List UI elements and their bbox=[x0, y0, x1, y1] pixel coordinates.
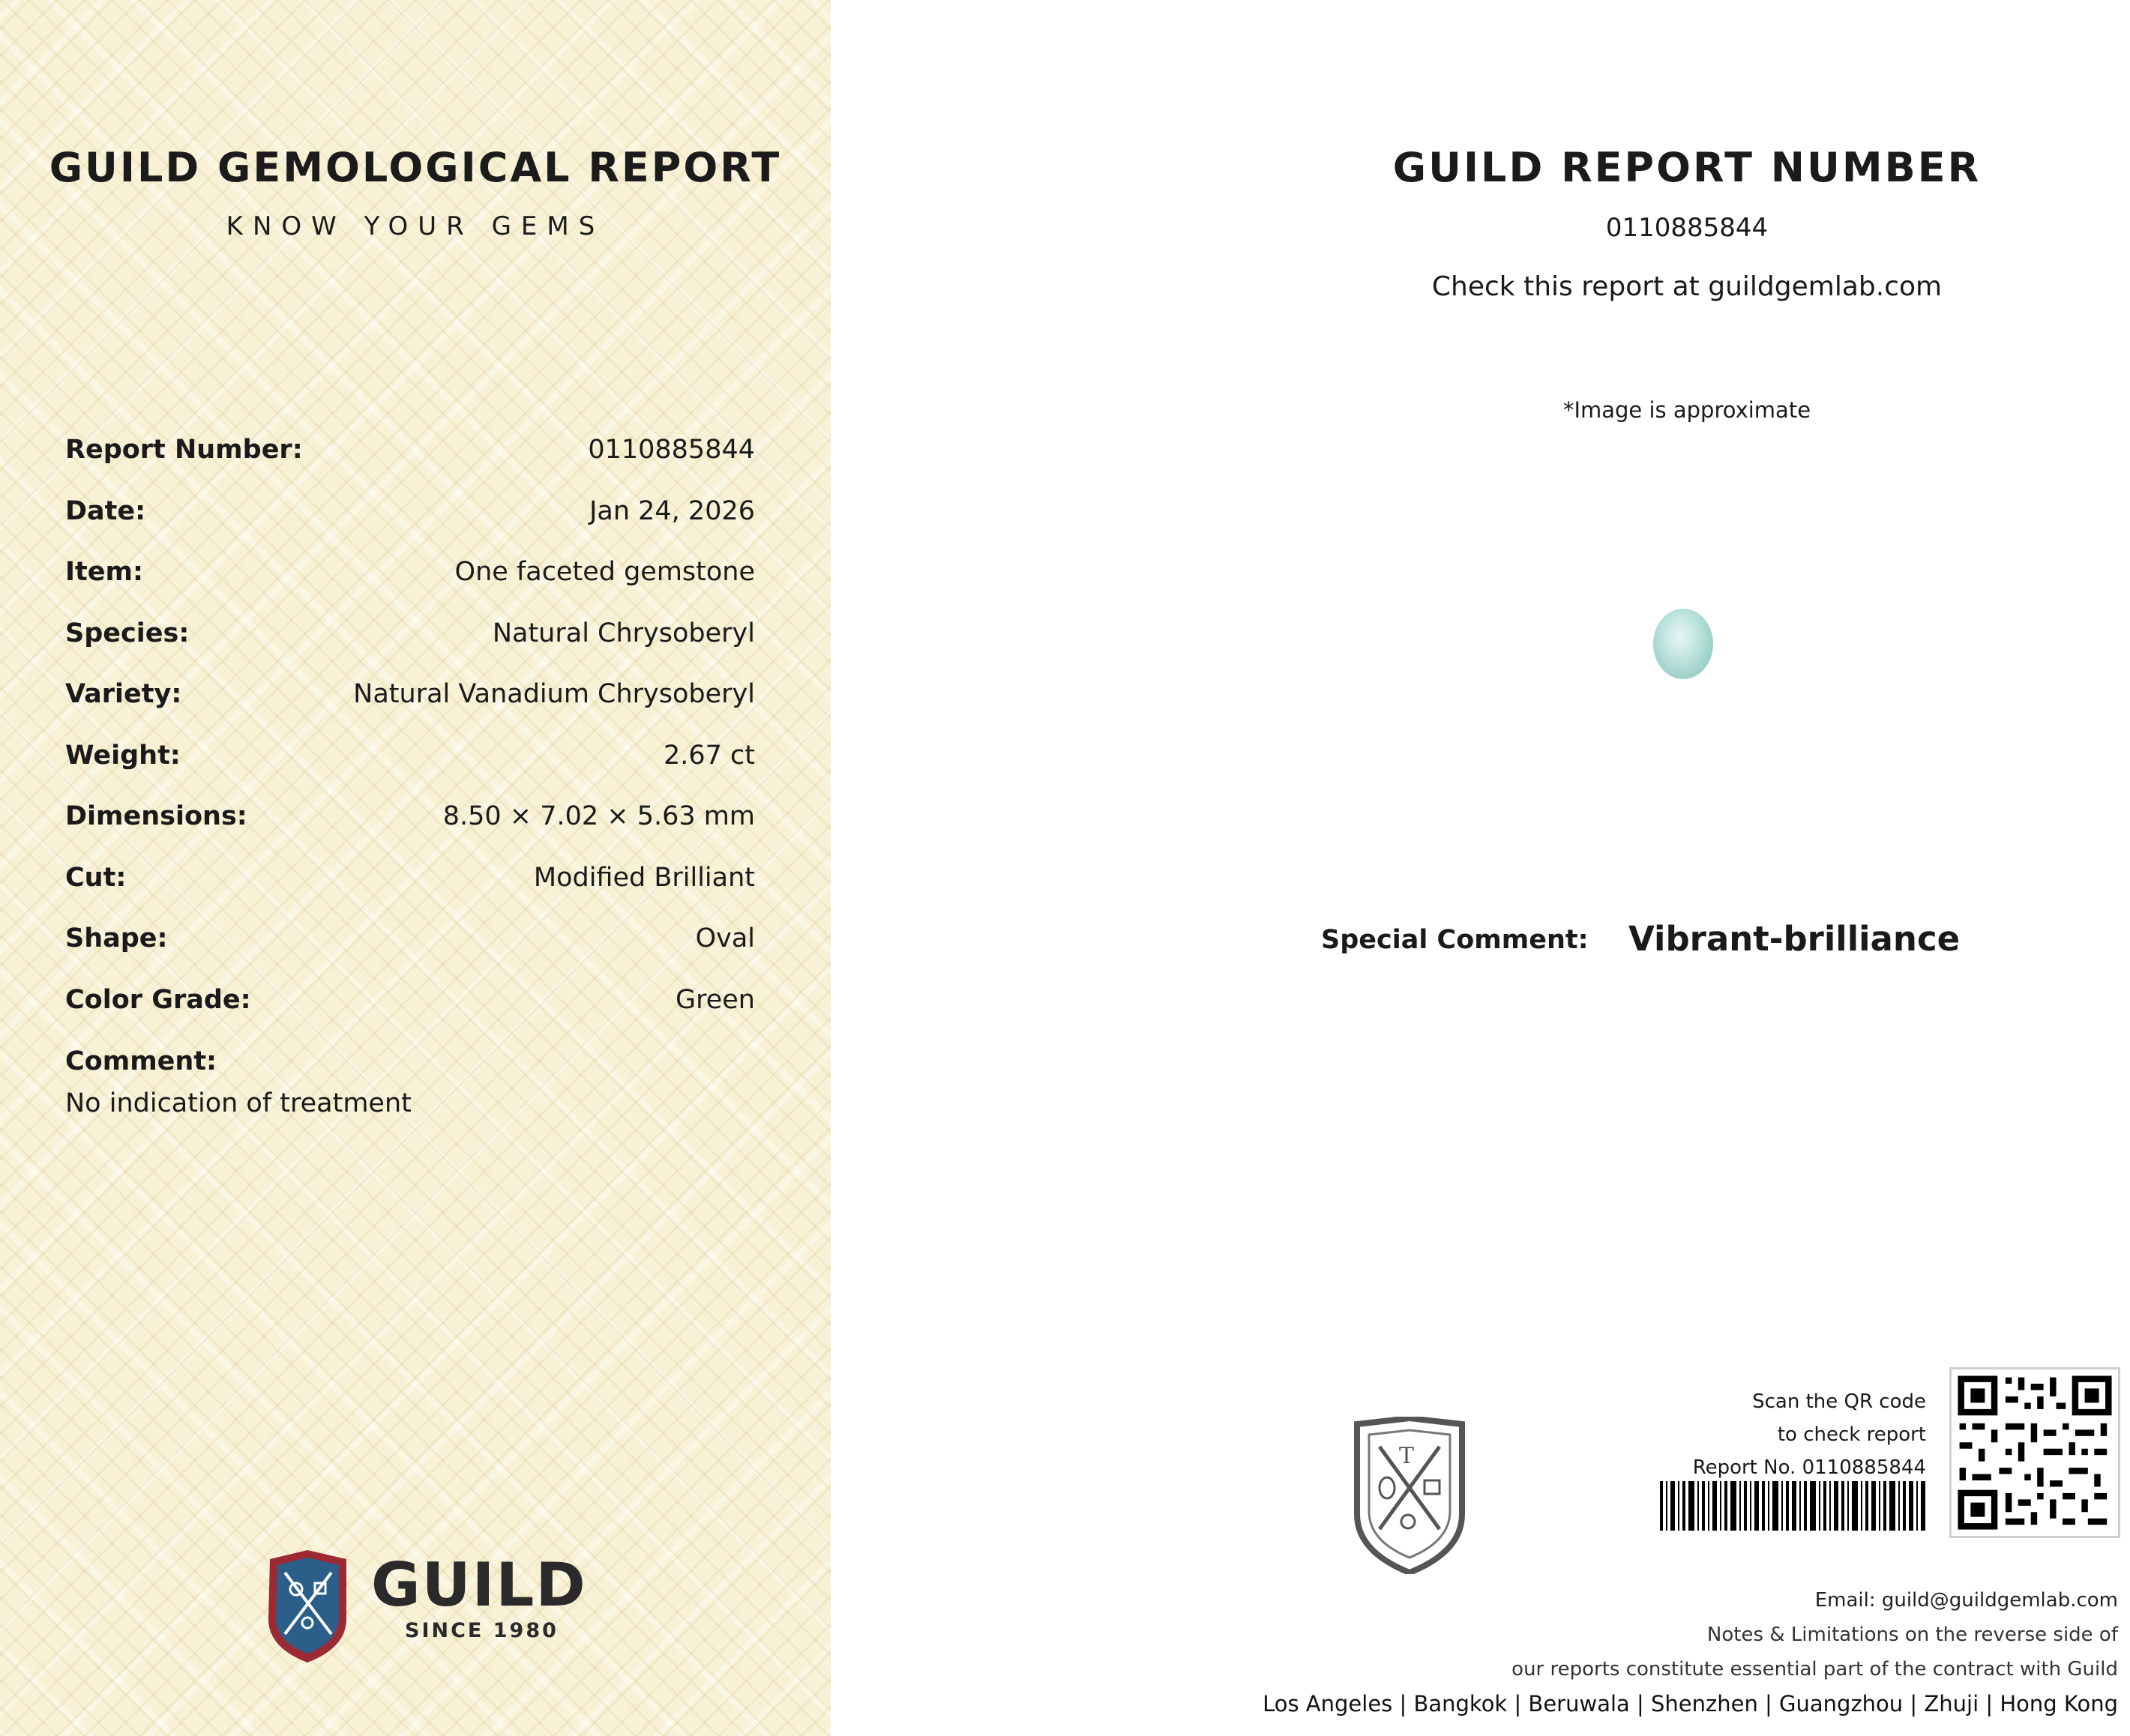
field-value: Natural Chrysoberyl bbox=[492, 618, 755, 648]
guild-wordmark: GUILD bbox=[371, 1550, 587, 1620]
svg-text:T: T bbox=[1399, 1443, 1415, 1469]
field-value: Modified Brilliant bbox=[533, 862, 755, 893]
report-subtitle: KNOW YOUR GEMS bbox=[226, 211, 605, 241]
field-row bbox=[65, 618, 755, 680]
comment-value: No indication of treatment bbox=[65, 1088, 412, 1118]
special-comment-label: Special Comment: bbox=[1321, 925, 1589, 955]
field-label: Color Grade: bbox=[65, 984, 251, 1015]
field-row bbox=[65, 741, 755, 802]
report-left-panel bbox=[0, 0, 831, 1736]
field-value: 8.50 × 7.02 × 5.63 mm bbox=[442, 801, 755, 831]
field-value: One faceted gemstone bbox=[454, 557, 755, 587]
scan-line-2: to check report bbox=[1777, 1423, 1926, 1446]
field-label: Date: bbox=[65, 495, 146, 526]
field-value: Oval bbox=[695, 923, 755, 953]
image-approx-note: *Image is approximate bbox=[1562, 397, 1811, 423]
barcode-icon bbox=[1660, 1481, 1927, 1531]
field-label: Shape: bbox=[65, 923, 168, 953]
verify-link-text[interactable]: Check this report at guildgemlab.com bbox=[1431, 271, 1943, 302]
gemstone-image bbox=[1653, 609, 1713, 679]
field-row bbox=[65, 679, 755, 741]
field-label: Item: bbox=[65, 557, 143, 587]
field-value: Natural Vanadium Chrysoberyl bbox=[353, 679, 755, 709]
qr-scan-text bbox=[1581, 1385, 1926, 1484]
report-details bbox=[65, 435, 755, 1046]
field-row bbox=[65, 435, 755, 496]
field-row bbox=[65, 985, 755, 1046]
field-value: 2.67 ct bbox=[663, 740, 755, 771]
notes-line-1: Notes & Limitations on the reverse side of bbox=[1706, 1624, 2118, 1646]
field-row bbox=[65, 923, 755, 985]
scan-line-3: Report No. 0110885844 bbox=[1692, 1456, 1926, 1479]
field-label: Cut: bbox=[65, 862, 127, 893]
field-label: Species: bbox=[65, 618, 190, 648]
field-label: Report Number: bbox=[65, 435, 303, 465]
field-row bbox=[65, 496, 755, 558]
field-row bbox=[65, 863, 755, 924]
report-title: GUILD GEMOLOGICAL REPORT bbox=[49, 144, 782, 191]
contact-email[interactable]: Email: guild@guildgemlab.com bbox=[1814, 1589, 2118, 1612]
field-value: Green bbox=[676, 984, 755, 1015]
report-number-title: GUILD REPORT NUMBER bbox=[1392, 144, 1982, 191]
field-label: Weight: bbox=[65, 740, 181, 771]
notes-line-2: our reports constitute essential part of the contract with Guild bbox=[1511, 1658, 2118, 1681]
field-value: 0110885844 bbox=[588, 435, 755, 465]
field-row bbox=[65, 801, 755, 863]
comment-label: Comment: bbox=[65, 1046, 217, 1076]
field-value: Jan 24, 2026 bbox=[589, 495, 755, 526]
field-label: Dimensions: bbox=[65, 801, 247, 831]
scan-line-1: Scan the QR code bbox=[1752, 1390, 1926, 1413]
field-label: Variety: bbox=[65, 679, 182, 709]
qr-code-icon[interactable] bbox=[1949, 1367, 2120, 1538]
guild-crest-icon bbox=[1350, 1417, 1469, 1574]
office-locations: Los Angeles | Bangkok | Beruwala | Shenzhen | Guangzhou | Zhuji | Hong Kong bbox=[1263, 1691, 2118, 1717]
report-number: 0110885844 bbox=[1605, 213, 1769, 243]
guild-since: SINCE 1980 bbox=[405, 1619, 559, 1642]
special-comment-value: Vibrant-brilliance bbox=[1628, 919, 1961, 959]
footer bbox=[1218, 1583, 2118, 1721]
field-row bbox=[65, 557, 755, 618]
